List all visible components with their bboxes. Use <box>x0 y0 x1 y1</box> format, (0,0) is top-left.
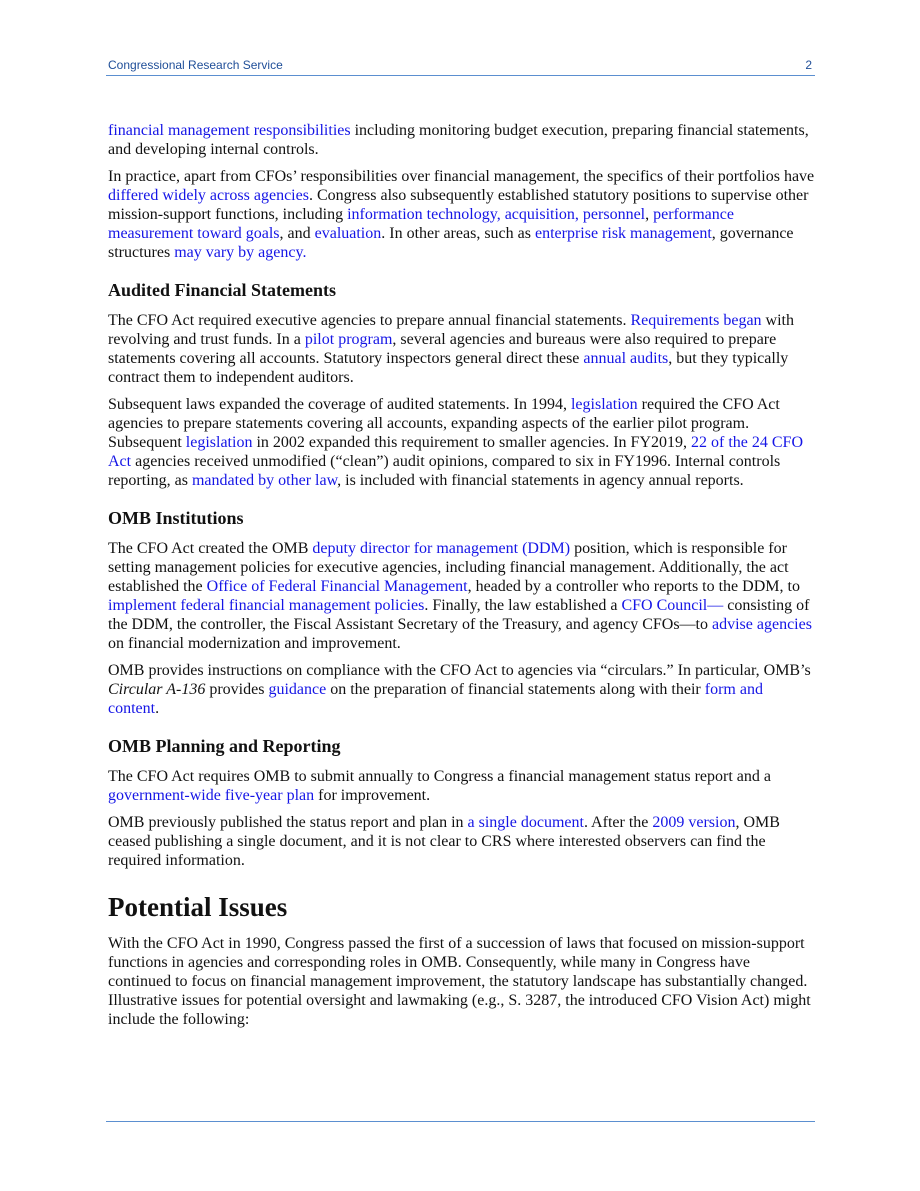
text: , but they typically contract them to independent auditors. <box>108 350 789 386</box>
link-may-vary-by-agency[interactable]: may vary by agency. <box>174 244 307 261</box>
text: . Finally, the law established a <box>424 597 622 614</box>
text: , is included with financial statements in agency annual reports. <box>337 472 744 489</box>
text: on the preparation of financial statements along with their <box>326 681 705 698</box>
heading-potential-issues: Potential Issues <box>108 892 288 922</box>
paragraph-cfo-portfolios <box>108 167 816 262</box>
paragraph-omb-circulars <box>108 661 816 718</box>
text: including monitoring budget execution, preparing financial statements, and developing internal controls. <box>108 122 809 158</box>
text: consisting of the DDM, the controller, the Fiscal Assistant Secretary of the Treasury, and agency CFOs—to <box>108 597 810 633</box>
link-financial-management-responsibilities[interactable]: financial management responsibilities <box>108 122 351 139</box>
circular-title: Circular A-136 <box>108 681 206 698</box>
text: , <box>574 206 583 223</box>
link-office-of-federal-financial-management[interactable]: Office of Federal Financial Management <box>206 578 468 595</box>
text: , headed by a controller who reports to the DDM, to <box>467 578 800 595</box>
link-2009-version[interactable]: 2009 version <box>652 814 736 831</box>
text: position, which is responsible for setting management policies for executive agencies, including financial management. Additionally, the act established the <box>108 540 789 595</box>
link-performance-measurement[interactable]: performance measurement toward goals <box>108 206 734 242</box>
link-evaluation[interactable]: evaluation <box>314 225 382 242</box>
text: . In other areas, such as <box>381 225 535 242</box>
heading-audited-financial-statements: Audited Financial Statements <box>108 280 337 300</box>
text: The CFO Act required executive agencies to prepare annual financial statements. <box>108 312 631 329</box>
text: , <box>645 206 654 223</box>
paragraph-omb-ddm <box>108 539 816 653</box>
link-cfo-council[interactable]: CFO Council— <box>621 597 724 614</box>
text: , governance structures <box>108 225 794 261</box>
text: , several agencies and bureaus were also required to prepare statements covering all accounts. Statutory inspectors general direct these <box>108 331 777 367</box>
link-guidance[interactable]: guidance <box>268 681 327 698</box>
heading-omb-institutions: OMB Institutions <box>108 508 244 528</box>
text: OMB provides instructions on compliance with the CFO Act to agencies via “circulars.” In particular, OMB’s <box>108 662 811 679</box>
link-pilot-program[interactable]: pilot program <box>304 331 393 348</box>
link-single-document[interactable]: a single document <box>467 814 584 831</box>
header-rule <box>106 75 815 76</box>
heading-omb-planning-reporting: OMB Planning and Reporting <box>108 736 341 756</box>
text: In practice, apart from CFOs’ responsibilities over financial management, the specifics of their portfolios have <box>108 168 815 185</box>
link-acquisition[interactable]: acquisition <box>504 206 575 223</box>
text: , and <box>279 225 315 242</box>
link-requirements-began[interactable]: Requirements began <box>630 312 762 329</box>
link-implement-policies[interactable]: implement federal financial management policies <box>108 597 425 614</box>
text: . <box>155 700 160 717</box>
text: on financial modernization and improvement. <box>108 635 401 652</box>
document-body <box>108 121 816 1037</box>
text: OMB previously published the status report and plan in <box>108 814 468 831</box>
link-advise-agencies[interactable]: advise agencies <box>712 616 812 633</box>
link-differed-widely[interactable]: differed widely across agencies <box>108 187 309 204</box>
link-mandated-by-other-law[interactable]: mandated by other law <box>191 472 338 489</box>
text: The CFO Act requires OMB to submit annually to Congress a financial management status report and a <box>108 768 771 785</box>
text: . Congress also subsequently established statutory positions to supervise other mission-support functions, including <box>108 187 809 223</box>
text: provides <box>205 681 269 698</box>
link-legislation-2002[interactable]: legislation <box>185 434 253 451</box>
link-form-and-content[interactable]: form and content <box>108 681 763 717</box>
paragraph-expanded-coverage <box>108 395 816 490</box>
link-deputy-director-for-management[interactable]: deputy director for management (DDM) <box>312 540 571 557</box>
link-information-technology[interactable]: information technology <box>347 206 497 223</box>
paragraph-potential-issues: With the CFO Act in 1990, Congress passed the first of a succession of laws that focused on mission-support functions in agencies and corresponding roles in OMB. Consequently, while many in Congress have continued to focus on financial management improvement, the statutory landscape has substantially changed. Illustrative issues for potential oversight and lawmaking (e.g., S. 3287, the introduced CFO Vision Act) might include the following: <box>108 935 811 1028</box>
paragraph-omb-status-report <box>108 767 816 805</box>
link-personnel[interactable]: personnel <box>582 206 646 223</box>
link-22-of-24-cfo-act[interactable]: 22 of the 24 CFO Act <box>108 434 803 470</box>
text: required the CFO Act agencies to prepare statements covering all accounts, expanding aspects of the earlier pilot program. Subsequent <box>108 396 780 451</box>
link-enterprise-risk-management[interactable]: enterprise risk management <box>534 225 712 242</box>
text: , <box>496 206 505 223</box>
text: , OMB ceased publishing a single document, and it is not clear to CRS where interested observers can find the required information. <box>108 814 780 869</box>
text: agencies received unmodified (“clean”) audit opinions, compared to six in FY1996. Internal controls reporting, as <box>108 453 781 489</box>
link-annual-audits[interactable]: annual audits <box>583 350 669 367</box>
paragraph-omb-single-document <box>108 813 816 870</box>
link-five-year-plan[interactable]: government-wide five-year plan <box>108 787 315 804</box>
paragraph-financial-responsibilities <box>108 121 816 159</box>
text: . After the <box>583 814 653 831</box>
header-page-number: 2 <box>805 58 812 72</box>
footer-rule <box>106 1121 815 1122</box>
text: for improvement. <box>314 787 431 804</box>
header-org-name: Congressional Research Service <box>108 58 283 72</box>
text: The CFO Act created the OMB <box>108 540 313 557</box>
link-legislation-1994[interactable]: legislation <box>570 396 638 413</box>
text: with revolving and trust funds. In a <box>108 312 794 348</box>
text: Subsequent laws expanded the coverage of audited statements. In 1994, <box>108 396 571 413</box>
paragraph-audited-statements <box>108 311 816 387</box>
text: in 2002 expanded this requirement to smaller agencies. In FY2019, <box>252 434 691 451</box>
page-header <box>108 58 814 74</box>
